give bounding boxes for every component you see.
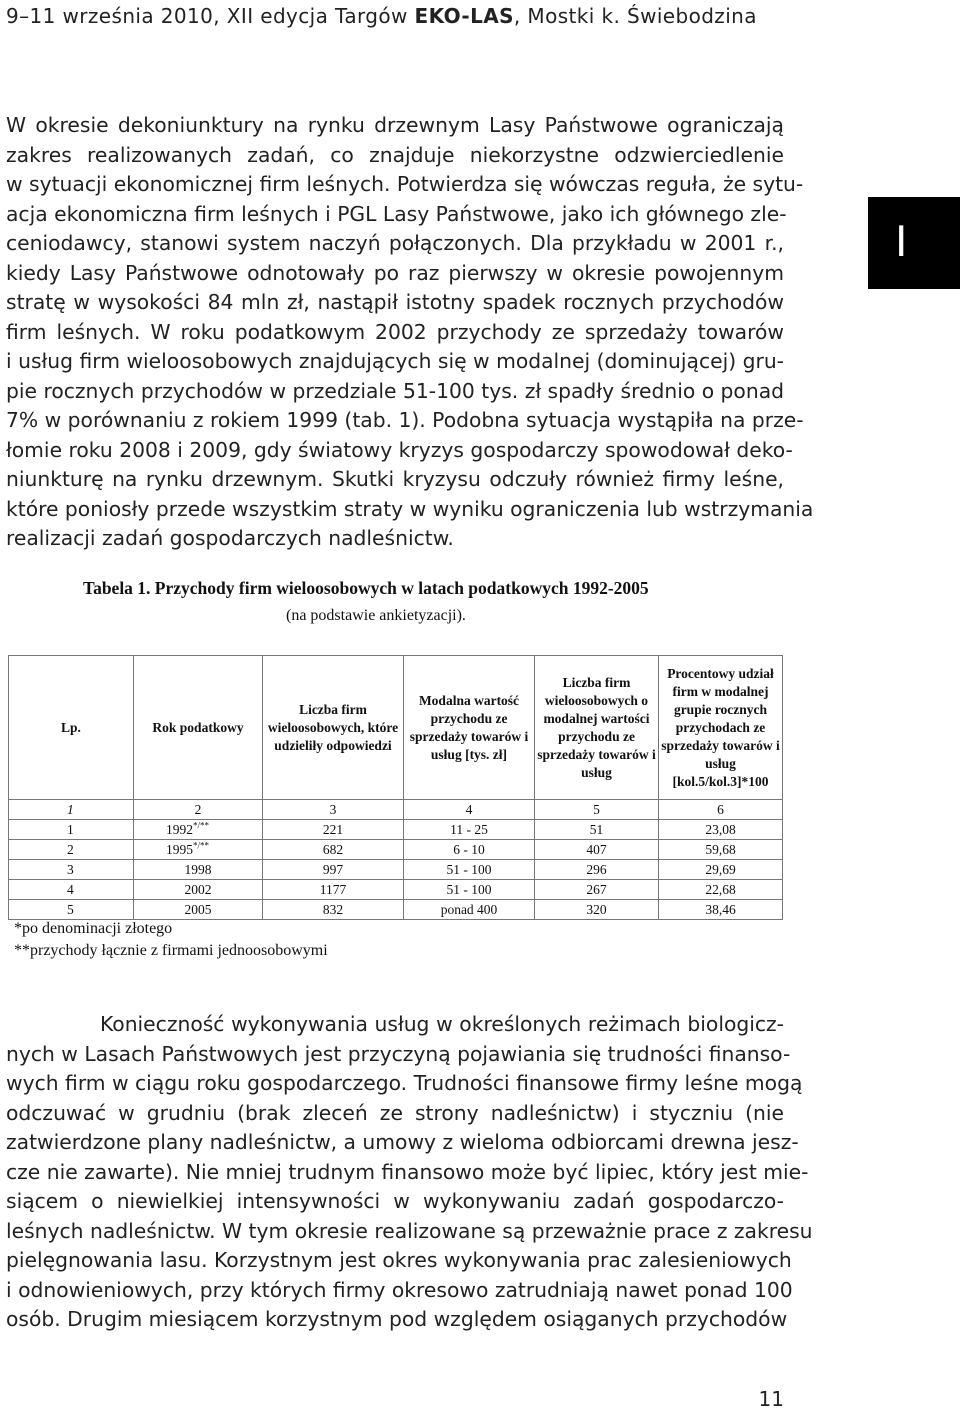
text-line: realizacji zadań gospodarczych nadleśnictw. xyxy=(6,526,454,550)
text-line: siącem o niewielkiej intensywności w wykonywaniu zadań gospodarczo- xyxy=(6,1189,784,1213)
header-cell: Modalna wartość przychodu ze sprzedaży towarów i usług [tys. zł] xyxy=(404,656,535,800)
cell-firms: 682 xyxy=(263,840,404,860)
section-tab-label: I xyxy=(895,217,908,266)
table-row xyxy=(9,880,783,900)
text-line: w sytuacji ekonomicznej firm leśnych. Potwierdza się wówczas reguła, że sytu- xyxy=(6,172,804,196)
running-head-suffix: , Mostki k. Świebodzina xyxy=(513,4,757,28)
table-row xyxy=(9,860,783,880)
text-line: nych w Lasach Państwowych jest przyczyną pojawiania się trudności finanso- xyxy=(6,1041,791,1066)
table-row xyxy=(9,900,783,920)
cell-year: 1998 xyxy=(134,860,263,880)
cell-share: 38,46 xyxy=(659,900,783,920)
year-value: 1992 xyxy=(166,822,193,837)
text-line: zakres realizowanych zadań, co znajduje niekorzystne odzwierciedlenie xyxy=(6,142,784,167)
column-number: 1 xyxy=(9,800,134,820)
text-line: ceniodawcy, stanowi system naczyń połączonych. Dla przykładu w 2001 r., xyxy=(6,231,784,255)
footnote-marker: */** xyxy=(193,820,210,831)
column-number: 3 xyxy=(263,800,404,820)
text-line: kiedy Lasy Państwowe odnotowały po raz pierwszy w okresie powojennym xyxy=(6,260,784,285)
column-number: 2 xyxy=(134,800,263,820)
footnote: *po denominacji złotego xyxy=(14,920,173,937)
cell-modal-firms: 267 xyxy=(535,880,659,900)
running-head xyxy=(6,4,757,28)
cell-lp: 4 xyxy=(9,880,134,900)
text-line: pie rocznych przychodów w przedziale 51-100 tys. zł spadły średnio o ponad xyxy=(6,378,784,403)
text-line: które poniosły przede wszystkim straty w wyniku ograniczenia lub wstrzymania xyxy=(6,496,814,521)
text-line: acja ekonomiczna firm leśnych i PGL Lasy Państwowe, jako ich głównego zle- xyxy=(6,201,787,226)
column-number: 6 xyxy=(659,800,783,820)
cell-firms: 997 xyxy=(263,860,404,880)
cell-year xyxy=(134,820,263,840)
text-line: wych firm w ciągu roku gospodarczego. Trudności finansowe firmy leśne mogą xyxy=(6,1071,803,1095)
cell-firms: 221 xyxy=(263,820,404,840)
table-title: Tabela 1. Przychody firm wieloosobowych w latach podatkowych 1992-2005 xyxy=(83,578,649,598)
cell-share: 29,69 xyxy=(659,860,783,880)
cell-modal: 11 - 25 xyxy=(404,820,535,840)
cell-lp: 2 xyxy=(9,840,134,860)
table-row xyxy=(9,820,783,840)
text-line: 7% w porównaniu z rokiem 1999 (tab. 1). Podobna sytuacja wystąpiła na prze- xyxy=(6,408,804,432)
year-value: 1995 xyxy=(166,842,193,857)
table-subtitle: (na podstawie ankietyzacji). xyxy=(286,607,466,624)
text-line: stratę w wysokości 84 mln zł, nastąpił istotny spadek rocznych przychodów xyxy=(6,290,784,314)
text-line: pielęgnowania lasu. Korzystnym jest okres wykonywania prac zalesieniowych xyxy=(6,1248,792,1272)
cell-year: 2002 xyxy=(134,880,263,900)
text-line: łomie roku 2008 i 2009, gdy światowy kryzys gospodarczy spowodował deko- xyxy=(6,437,793,462)
text-line: i odnowieniowych, przy których firmy okresowo zatrudniają nawet ponad 100 xyxy=(6,1277,793,1302)
cell-modal-firms: 320 xyxy=(535,900,659,920)
header-cell: Liczba firm wieloosobowych o modalnej wartości przychodu ze sprzedaży towarów i usług xyxy=(535,656,659,800)
text-line: odczuwać w grudniu (brak zleceń ze strony nadleśnictw) i styczniu (nie xyxy=(6,1100,784,1125)
cell-lp: 3 xyxy=(9,860,134,880)
cell-modal: 51 - 100 xyxy=(404,860,535,880)
section-tab xyxy=(868,197,960,289)
page-number: 11 xyxy=(758,1387,784,1411)
cell-modal-firms: 407 xyxy=(535,840,659,860)
revenue-table xyxy=(8,655,783,920)
text-line: Konieczność wykonywania usług w określonych reżimach biologicz- xyxy=(100,1012,784,1036)
column-number: 4 xyxy=(404,800,535,820)
text-line: W okresie dekoniunktury na rynku drzewnym Lasy Państwowe ograniczają xyxy=(6,113,784,137)
column-number-row xyxy=(9,800,783,820)
cell-share: 59,68 xyxy=(659,840,783,860)
paragraph-1 xyxy=(6,111,814,554)
cell-lp: 5 xyxy=(9,900,134,920)
table-row xyxy=(9,840,783,860)
text-line: leśnych nadleśnictw. W tym okresie realizowane są przeważnie prace z zakresu xyxy=(6,1218,813,1243)
cell-modal: 51 - 100 xyxy=(404,880,535,900)
cell-year: 2005 xyxy=(134,900,263,920)
running-head-prefix: 9–11 września 2010, XII edycja Targów xyxy=(6,4,415,28)
cell-share: 23,08 xyxy=(659,820,783,840)
text-line: niunkturę na rynku drzewnym. Skutki kryzysu odczuły również firmy leśne, xyxy=(6,467,784,491)
cell-firms: 832 xyxy=(263,900,404,920)
footnote-marker: */** xyxy=(193,840,210,851)
text-line: osób. Drugim miesiącem korzystnym pod względem osiąganych przychodów xyxy=(6,1307,788,1331)
cell-modal: 6 - 10 xyxy=(404,840,535,860)
header-cell: Procentowy udział firm w modalnej grupie rocznych przychodach ze sprzedaży towarów i usług [kol.5/kol.3]*100 xyxy=(659,656,783,800)
column-number: 5 xyxy=(535,800,659,820)
header-cell: Rok podatkowy xyxy=(134,656,263,800)
cell-modal: ponad 400 xyxy=(404,900,535,920)
table-header-row xyxy=(9,656,783,800)
text-line: cze nie zawarte). Nie mniej trudnym finansowo może być lipiec, który jest mie- xyxy=(6,1159,809,1184)
running-head-event: EKO-LAS xyxy=(414,4,514,28)
table-footnotes xyxy=(14,918,328,962)
cell-share: 22,68 xyxy=(659,880,783,900)
cell-lp: 1 xyxy=(9,820,134,840)
header-cell: Lp. xyxy=(9,656,134,800)
header-cell: Liczba firm wieloosobowych, które udzieliły odpowiedzi xyxy=(263,656,404,800)
cell-modal-firms: 296 xyxy=(535,860,659,880)
paragraph-2 xyxy=(6,1010,813,1335)
text-line: i usług firm wieloosobowych znajdujących się w modalnej (dominującej) gru- xyxy=(6,349,784,373)
cell-year xyxy=(134,840,263,860)
text-line: firm leśnych. W roku podatkowym 2002 przychody ze sprzedaży towarów xyxy=(6,319,784,344)
cell-modal-firms: 51 xyxy=(535,820,659,840)
footnote: **przychody łącznie z firmami jednoosobowymi xyxy=(14,942,328,959)
text-line: zatwierdzone plany nadleśnictw, a umowy z wieloma odbiorcami drewna jesz- xyxy=(6,1130,799,1154)
cell-firms: 1177 xyxy=(263,880,404,900)
